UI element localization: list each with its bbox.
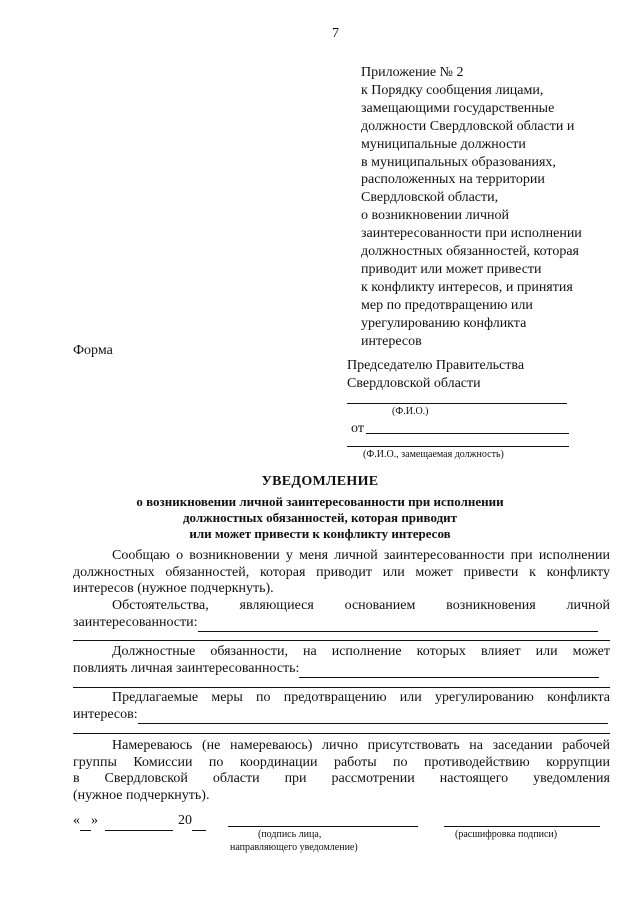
subtitle-line: должностных обязанностей, которая приводит [182, 510, 458, 525]
para-line: в Свердловской области при рассмотрении настоящего уведомления [73, 771, 610, 787]
appendix-line: Приложение № 2 [361, 65, 464, 80]
para-label: заинтересованности: [73, 614, 198, 630]
page-number: 7 [332, 26, 339, 41]
appendix-line: Свердловской области, [361, 190, 499, 206]
addressee-line-2: Свердловской области [347, 376, 481, 391]
date-close-quote: » [91, 813, 98, 828]
fio-caption: (Ф.И.О.) [392, 406, 429, 417]
addressee-block [347, 357, 524, 393]
date-open-quote: « [73, 813, 80, 828]
para-line: Предлагаемые меры по предотвращению или урегулированию конфликта [112, 690, 610, 705]
paragraph-circumstances [73, 598, 610, 632]
appendix-line: интересов [361, 333, 422, 349]
decode-caption: (расшифровка подписи) [455, 829, 558, 840]
appendix-line: мер по предотвращению или [361, 297, 533, 313]
signature-decode-field[interactable] [444, 826, 600, 827]
addressee-line-1: Председателю Правительства [347, 358, 525, 373]
measures-field-line-2[interactable] [73, 733, 610, 734]
appendix-line: к конфликту интересов, и принятия [361, 279, 573, 295]
circumstances-field[interactable] [198, 615, 598, 633]
paragraph-measures [73, 690, 610, 724]
para-line: Сообщаю о возникновении у меня личной заинтересованности при исполнении [112, 548, 610, 563]
measures-field[interactable] [138, 707, 608, 725]
duties-field[interactable] [299, 661, 599, 679]
from-field-line-2[interactable] [347, 446, 569, 447]
para-line: должностных обязанностей, которая приводит или может привести к конфликту [73, 564, 610, 580]
para-line: Должностные обязанности, на исполнение которых влияет или может [112, 644, 610, 659]
circumstances-field-line-2[interactable] [73, 640, 610, 641]
addressee-fio-field[interactable] [347, 403, 567, 404]
appendix-line: заинтересованности при исполнении [361, 226, 582, 242]
document-subtitle [0, 494, 640, 542]
appendix-line: о возникновении личной [361, 208, 510, 224]
day-field[interactable] [80, 812, 91, 831]
para-label: повлиять личная заинтересованность: [73, 660, 300, 676]
appendix-line: в муниципальных образованиях, [361, 154, 556, 170]
paragraph-duties [73, 644, 610, 678]
appendix-line: приводит или может привести [361, 261, 542, 277]
duties-field-line-2[interactable] [73, 687, 610, 688]
document-title: УВЕДОМЛЕНИЕ [261, 474, 379, 489]
para-line: Обстоятельства, являющиеся основанием возникновения личной [112, 598, 610, 613]
signature-caption: (подпись лица, [258, 829, 322, 840]
appendix-line: к Порядку сообщения лицами, [361, 82, 544, 98]
appendix-line: муниципальные должности [361, 136, 526, 152]
para-line: группы Комиссии по координации работы по противодействию коррупции [73, 754, 610, 770]
signature-field[interactable] [228, 826, 418, 827]
form-label: Форма [73, 343, 113, 358]
appendix-header [361, 64, 582, 351]
para-label: интересов: [73, 706, 138, 722]
para-line: интересов (нужное подчеркнуть). [73, 581, 274, 597]
paragraph-interest [73, 548, 610, 598]
year-prefix: 20 [178, 813, 192, 828]
appendix-line: должности Свердловской области и [361, 118, 575, 134]
from-field[interactable] [366, 433, 569, 434]
paragraph-attendance [73, 738, 610, 804]
appendix-line: замещающими государственные [361, 100, 555, 116]
year-field[interactable] [192, 812, 206, 831]
signature-date [73, 812, 206, 831]
para-line: Намереваюсь (не намереваюсь) лично присутствовать на заседании рабочей [112, 738, 610, 753]
from-caption: (Ф.И.О., замещаемая должность) [363, 449, 504, 460]
appendix-line: урегулированию конфликта [361, 315, 527, 331]
month-field[interactable] [105, 812, 173, 831]
para-line: (нужное подчеркнуть). [73, 787, 210, 803]
from-label: от [351, 421, 364, 436]
appendix-line: должностных обязанностей, которая [361, 244, 579, 260]
appendix-line: расположенных на территории [361, 172, 545, 188]
subtitle-line: о возникновении личной заинтересованности при исполнении [136, 494, 504, 509]
signature-caption-line-2: направляющего уведомление) [230, 842, 358, 853]
subtitle-line: или может привести к конфликту интересов [189, 526, 451, 541]
